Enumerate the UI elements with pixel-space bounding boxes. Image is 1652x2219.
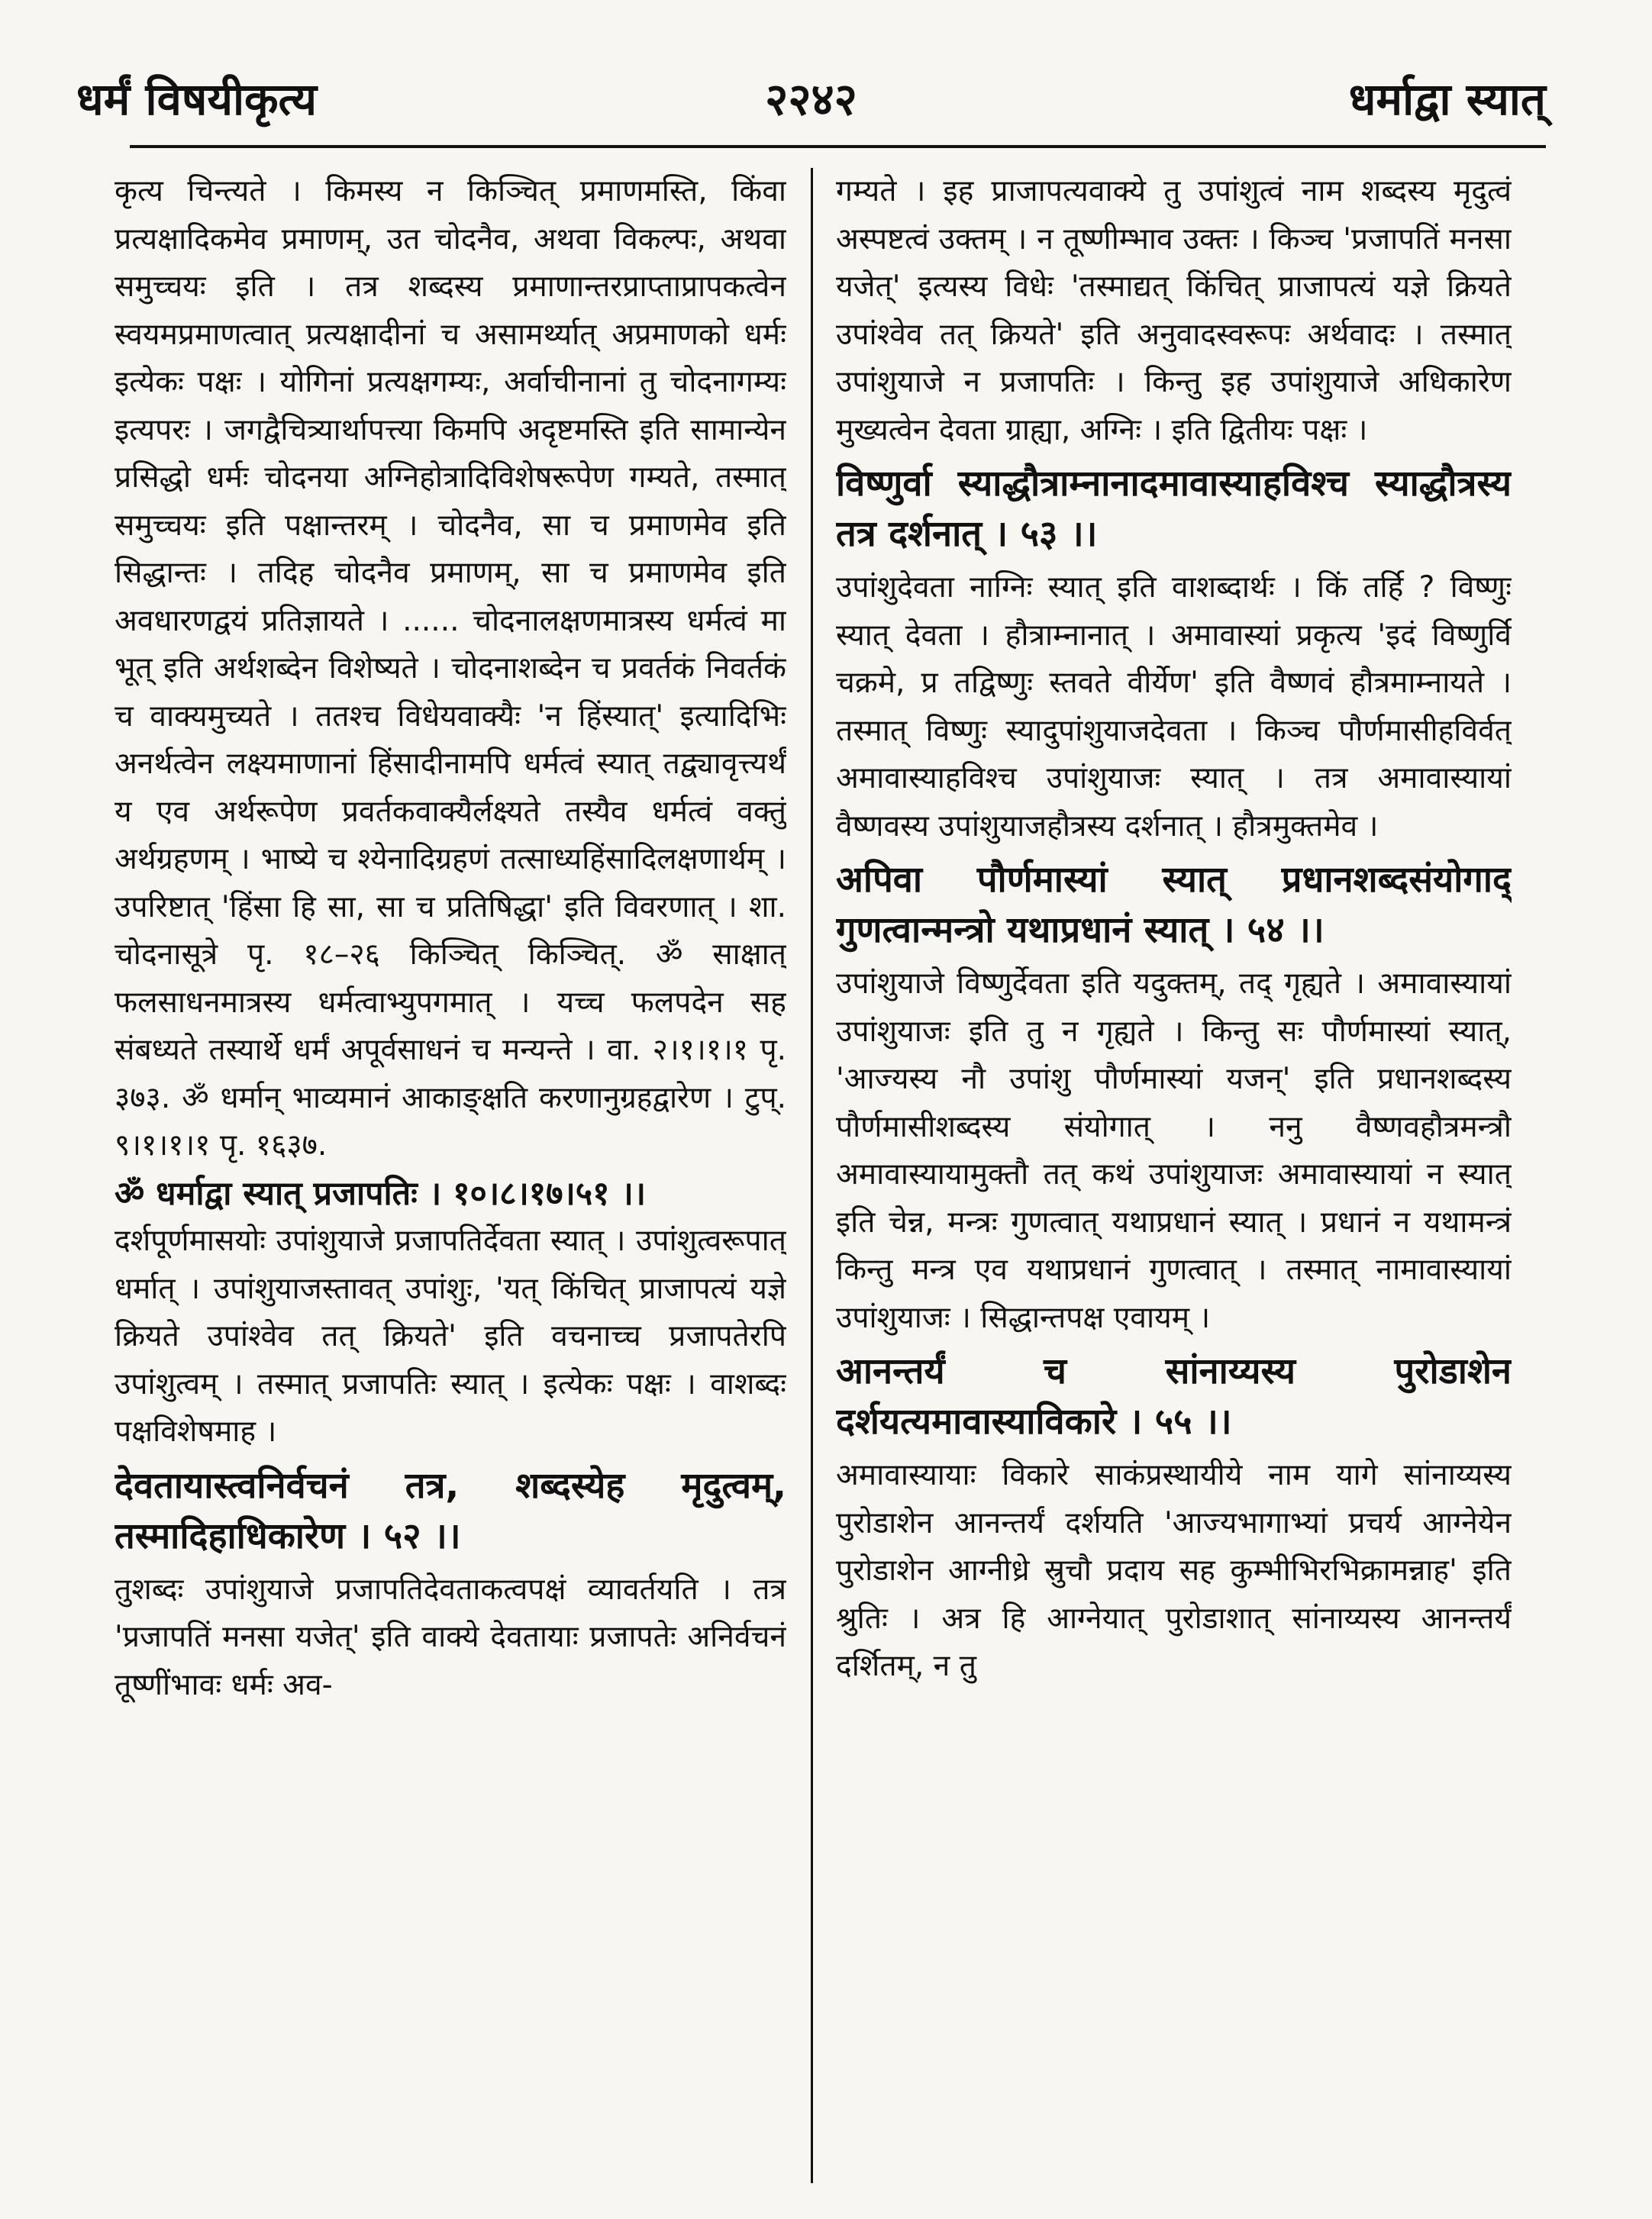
left-paragraph-3: तुशब्दः उपांशुयाजे प्रजापतिदेवताकत्वपक्षं व्यावर्तयति । तत्र 'प्रजापतिं मनसा यजेत्' इति वाक्ये देवतायाः प्रजापतेः अनिर्वचनं तूष्णींभावः धर्मः अव- [115,1572,786,1702]
entry-heading: ॐ धर्माद्वा स्यात् प्रजापतिः । १०।८।१७।५१ ।। [115,1174,647,1213]
sutra-53: विष्णुर्वा स्याद्धौत्राम्नानादमावास्याहविश्च स्याद्धौत्रस्य तत्र दर्शनात् । ५३ ।। [836,463,1512,555]
sutra-54: अपिवा पौर्णमास्यां स्यात् प्रधानशब्दसंयोगाद् गुणत्वान्मन्त्रो यथाप्रधानं स्यात् । ५४ ।। [836,859,1512,951]
right-paragraph-2: उपांशुदेवता नाग्निः स्यात् इति वाशब्दार्थः । किं तर्हि ? विष्णुः स्यात् देवता । हौत्राम्नानात् । अमावास्यां प्रकृत्य 'इदं विष्णुर्वि चक्रमे, प्र तद्विष्णुः स्तवते वीर्येण' इति वैष्णवं हौत्रमाम्नायते । तस्मात् विष्णुः स्यादुपांशुयाजदेवता । किञ्च पौर्णमासीहविर्वत् अमावास्याहविश्च उपांशुयाजः स्यात् । तत्र अमावास्यायां वैष्णवस्य उपांशुयाजहौत्रस्य दर्शनात् । हौत्रमुक्तमेव । [836,570,1512,843]
page-header [76,67,1546,128]
left-paragraph-2: दर्शपूर्णमासयोः उपांशुयाजे प्रजापतिर्देवता स्यात् । उपांशुत्वरूपात् धर्मात् । उपांशुयाजस्तावत् उपांशुः, 'यत् किंचित् प्राजापत्यं यज्ञे क्रियते उपांश्वेव तत् क्रियते' इति वचनाच्च प्रजापतेरपि उपांशुत्वम् । तस्मात् प्रजापतिः स्यात् । इत्येकः पक्षः । वाशब्दः पक्षविशेषमाह । [115,1224,786,1449]
sutra-55: आनन्तर्यं च सांनाय्यस्य पुरोडाशेन दर्शयत्यमावास्याविकारे । ५५ ।। [836,1350,1512,1443]
header-rule [130,145,1546,148]
column-divider [811,168,813,2183]
right-paragraph-3: उपांशुयाजे विष्णुर्देवता इति यदुक्तम्, तद् गृह्यते । अमावास्यायां उपांशुयाजः इति तु न गृह्यते । किन्तु सः पौर्णमास्यां स्यात्, 'आज्यस्य नौ उपांशु पौर्णमास्यां यजन्' इति प्रधानशब्दस्य पौर्णमासीशब्दस्य संयोगात् । ननु वैष्णवहौत्रमन्त्रौ अमावास्यायामुक्तौ तत् कथं उपांशुयाजः अमावास्यायां न स्यात् इति चेन्न, मन्त्रः गुणत्वात् यथाप्रधानं स्यात् । प्रधानं न यथामन्त्रं किन्तु मन्त्र एव यथाप्रधानं गुणत्वात् । तस्मात् नामावास्यायां उपांशुयाजः । सिद्धान्तपक्ष एवायम् । [836,966,1512,1335]
page-number: २२४२ [765,73,857,125]
header-right-title: धर्माद्वा स्यात् [1348,73,1546,125]
right-paragraph-4: अमावास्यायाः विकारे साकंप्रस्थायीये नाम यागे सांनाय्यस्य पुरोडाशेन आनन्तर्यं दर्शयति 'आज्यभागाभ्यां प्रचर्य आग्नेयेन पुरोडाशेन आग्नीध्रे स्रुचौ प्रदाय सह कुम्भीभिरभिक्रामन्नाह' इति श्रुतिः । अत्र हि आग्नेयात् पुरोडाशात् सांनाय्यस्य आनन्तर्यं दर्शितम्, न तु [836,1458,1512,1683]
header-left-title: धर्मं विषयीकृत्य [76,73,318,125]
sutra-52: देवतायास्त्वनिर्वचनं तत्र, शब्दस्येह मृदुत्वम्, तस्मादिहाधिकारेण । ५२ ।। [115,1464,786,1557]
right-paragraph-1: गम्यते । इह प्राजापत्यवाक्ये तु उपांशुत्वं नाम शब्दस्य मृदुत्वं अस्पष्टत्वं उक्तम् । न तूष्णीम्भाव उक्तः । किञ्च 'प्रजापतिं मनसा यजेत्' इत्यस्य विधेः 'तस्माद्यत् किंचित् प्राजापत्यं यज्ञे क्रियते उपांश्वेव तत् क्रियते' इति अनुवादस्वरूपः अर्थवादः । तस्मात् उपांशुयाजे न प्रजापतिः । किन्तु इह उपांशुयाजे अधिकारेण मुख्यत्वेन देवता ग्राह्या, अग्निः । इति द्वितीयः पक्षः । [836,174,1512,447]
left-column [115,168,786,2198]
left-paragraph-1: कृत्य चिन्त्यते । किमस्य न किञ्चित् प्रमाणमस्ति, किंवा प्रत्यक्षादिकमेव प्रमाणम्, उत चोदनैव, अथवा विकल्पः, अथवा समुच्चयः इति । तत्र शब्दस्य प्रमाणान्तरप्राप्ताप्रापकत्वेन स्वयमप्रमाणत्वात् प्रत्यक्षादीनां च असामर्थ्यात् अप्रमाणको धर्मः इत्येकः पक्षः । योगिनां प्रत्यक्षगम्यः, अर्वाचीनानां तु चोदनागम्यः इत्यपरः । जगद्वैचित्र्यार्थापत्त्या किमपि अदृष्टमस्ति इति सामान्येन प्रसिद्धो धर्मः चोदनया अग्निहोत्रादिविशेषरूपेण गम्यते, तस्मात् समुच्चयः इति पक्षान्तरम् । चोदनैव, सा च प्रमाणमेव इति सिद्धान्तः । तदिह चोदनैव प्रमाणम्, सा च प्रमाणमेव इति अवधारणद्वयं प्रतिज्ञायते । ...... चोदनालक्षणमात्रस्य धर्मत्वं मा भूत् इति अर्थशब्देन विशेष्यते । चोदनाशब्देन च प्रवर्तकं निवर्तकं च वाक्यमुच्यते । ततश्च विधेयवाक्यैः 'न हिंस्यात्' इत्यादिभिः अनर्थत्वेन लक्ष्यमाणानां हिंसादीनामपि धर्मत्वं स्यात् तद्व्यावृत्त्यर्थं य एव अर्थरूपेण प्रवर्तकवाक्यैर्लक्ष्यते तस्यैव धर्मत्वं वक्तुं अर्थग्रहणम् । भाष्ये च श्येनादिग्रहणं तत्साध्यहिंसादिलक्षणार्थम् । उपरिष्टात् 'हिंसा हि सा, सा च प्रतिषिद्धा' इति विवरणात् । शा. चोदनासूत्रे पृ. १८–२६ किञ्चित् किञ्चित्. ॐ साक्षात् फलसाधनमात्रस्य धर्मत्वाभ्युपगमात् । यच्च फलपदेन सह संबध्यते तस्यार्थे धर्मं अपूर्वसाधनं च मन्यन्ते । वा. २।१।१।१ पृ. ३७३. ॐ धर्मान् भाव्यमानं आकाङ्क्षति करणानुग्रहद्वारेण । टुप्. ९।१।१।१ पृ. १६३७. [115,174,786,1163]
right-column [836,168,1512,2198]
